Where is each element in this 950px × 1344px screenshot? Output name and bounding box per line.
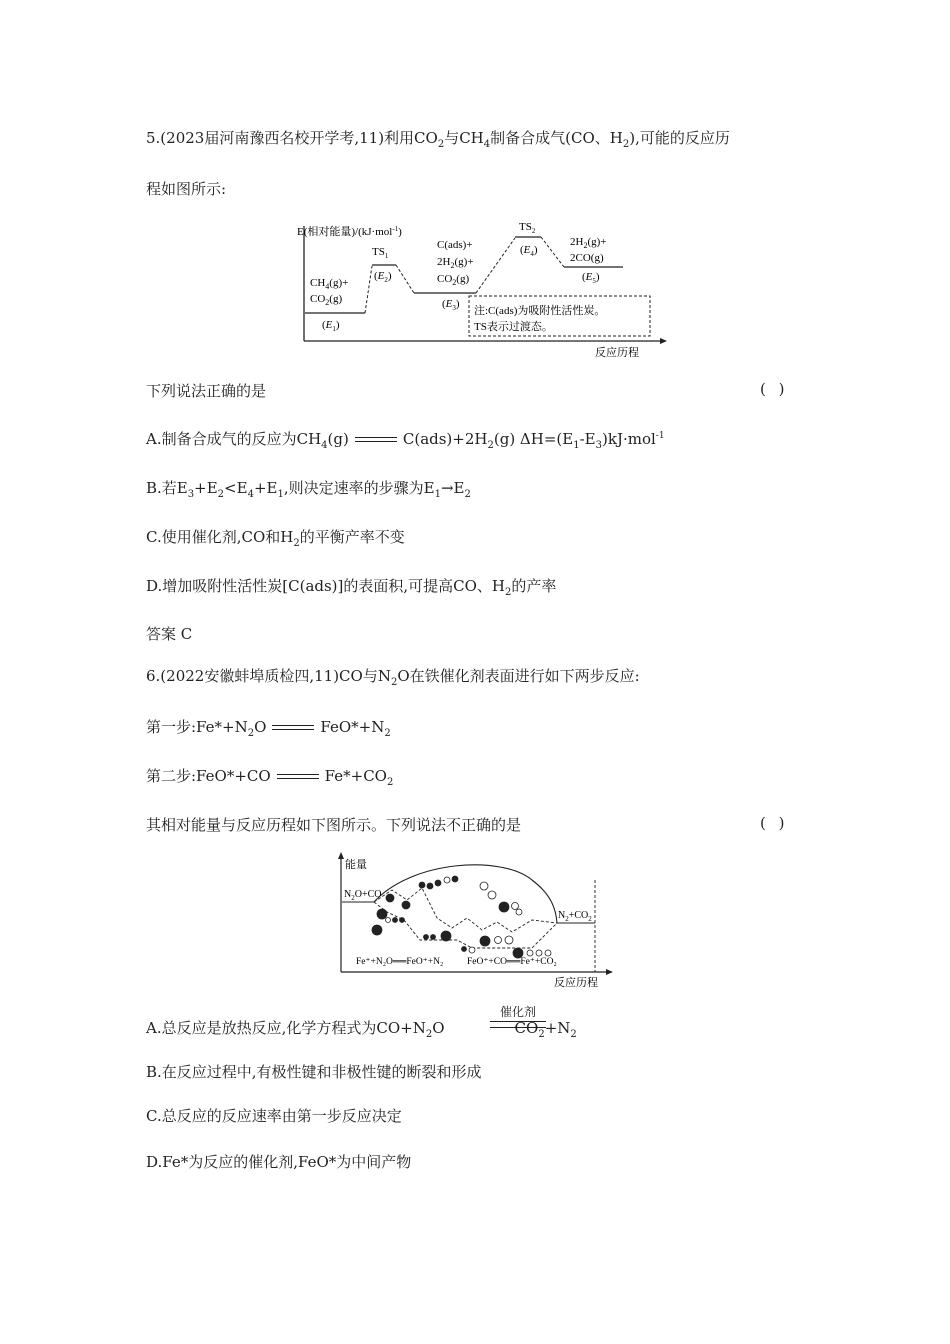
q5-question: 下列说法正确的是 xyxy=(146,382,267,400)
equals-sign-icon xyxy=(355,435,397,445)
fig2-caption-step1: Fe⁺+N₂O══FeO⁺+N₂ xyxy=(356,957,444,967)
catalyst-equals-icon xyxy=(490,1021,546,1028)
q5-option-a: A.制备合成气的反应为$CH_4(g)$ $C(ads)+2H_2(g)$ $\Delta H=(E_1-E_3)kJ\cdot mol^{-1}$ xyxy=(146,430,665,451)
q6-option-a: A.总反应是放热反应,化学方程式为$CO+N_2O$ $CO_2+N_2$ xyxy=(146,1019,577,1040)
fig1-state3-line1: C(ads)+ xyxy=(437,239,473,251)
q5-stem-line1: 5.(2023届河南豫西名校开学考,11)利用$CO_2$与$CH_4$制备合成气(CO、$H_2$),可能的反应历 xyxy=(146,129,730,150)
fig1-E1: $(E_1)$ xyxy=(322,319,340,333)
energy-diagram-1 xyxy=(290,218,670,362)
equals-sign-icon xyxy=(272,723,314,733)
fig1-E4: $(E_4)$ xyxy=(520,244,538,258)
q6-option-d: D.Fe*为反应的催化剂,FeO*为中间产物 xyxy=(146,1153,412,1171)
q5-stem-a: 5.(2023届河南豫西名校开学考,11)利用CO xyxy=(146,129,438,147)
fig2-ylabel: 能量 xyxy=(345,859,367,871)
fig1-E5: $(E_5)$ xyxy=(582,271,600,285)
q5-stem-line2: 程如图所示: xyxy=(146,180,227,198)
molecule-icons xyxy=(372,876,551,958)
fig2-caption-step2: FeO⁺+CO══Fe⁺+CO₂ xyxy=(467,957,557,967)
fig1-state5-line2: 2CO(g) xyxy=(570,252,604,264)
energy-diagram-2 xyxy=(332,850,622,990)
fig1-ylabel: E(相对能量)/(kJ·mol$^{-1}$) xyxy=(297,225,402,238)
q5-option-c: C.使用催化剂,CO和$H_2$的平衡产率不变 xyxy=(146,528,405,549)
fig1-xlabel: 反应历程 xyxy=(595,347,639,359)
fig1-E3: $(E_3)$ xyxy=(442,298,460,312)
q6-statement: 其相对能量与反应历程如下图所示。下列说法不正确的是 xyxy=(146,816,522,834)
fig1-state1-line1: $CH_4(g)+$ xyxy=(310,277,349,291)
q5-option-d: D.增加吸附性活性炭[C(ads)]的表面积,可提高CO、$H_2$的产率 xyxy=(146,577,557,598)
fig1-ts1: $TS_1$ xyxy=(372,246,389,260)
q5-option-b: B.若$E_3+E_2<E_4+E_1$,则决定速率的步骤为$E_1\to E_2$ xyxy=(146,479,471,500)
q6-stem: 6.(2022安徽蚌埠质检四,11)CO与$N_2O$在铁催化剂表面进行如下两步反应: xyxy=(146,667,640,688)
q6-answer-paren: ( ) xyxy=(760,814,789,832)
fig2-left-state: $N_2O+CO$ xyxy=(344,889,382,902)
q6-option-c: C.总反应的反应速率由第一步反应决定 xyxy=(146,1107,402,1125)
fig1-state3-line3: $CO_2(g)$ xyxy=(437,273,470,287)
equals-sign-icon xyxy=(277,772,319,782)
fig1-E2: $(E_2)$ xyxy=(374,270,392,284)
fig1-state5-line1: $2H_2(g)+$ xyxy=(570,236,607,250)
q5-answer-paren: ( ) xyxy=(760,380,789,398)
fig2-right-state: $N_2+CO_2$ xyxy=(558,910,592,923)
q6-step1: 第一步$:Fe*+N_2O$ $FeO*+N_2$ xyxy=(146,718,391,739)
fig1-note-line2: TS表示过渡态。 xyxy=(474,321,553,333)
fig1-note-line1: 注:C(ads)为吸附性活性炭。 xyxy=(474,305,606,317)
q6-option-b: B.在反应过程中,有极性键和非极性键的断裂和形成 xyxy=(146,1063,482,1081)
fig1-ts2: $TS_2$ xyxy=(519,221,536,235)
fig2-xlabel: 反应历程 xyxy=(554,977,598,989)
fig1-state1-line2: $CO_2(g)$ xyxy=(310,293,343,307)
fig1-state3-line2: $2H_2(g)+$ xyxy=(437,256,474,270)
q5-answer: 答案 C xyxy=(146,625,193,643)
catalyst-label: 催化剂 xyxy=(499,1005,536,1019)
q6-step2: 第二步:FeO*+CO $Fe*+CO_2$ xyxy=(146,767,394,788)
